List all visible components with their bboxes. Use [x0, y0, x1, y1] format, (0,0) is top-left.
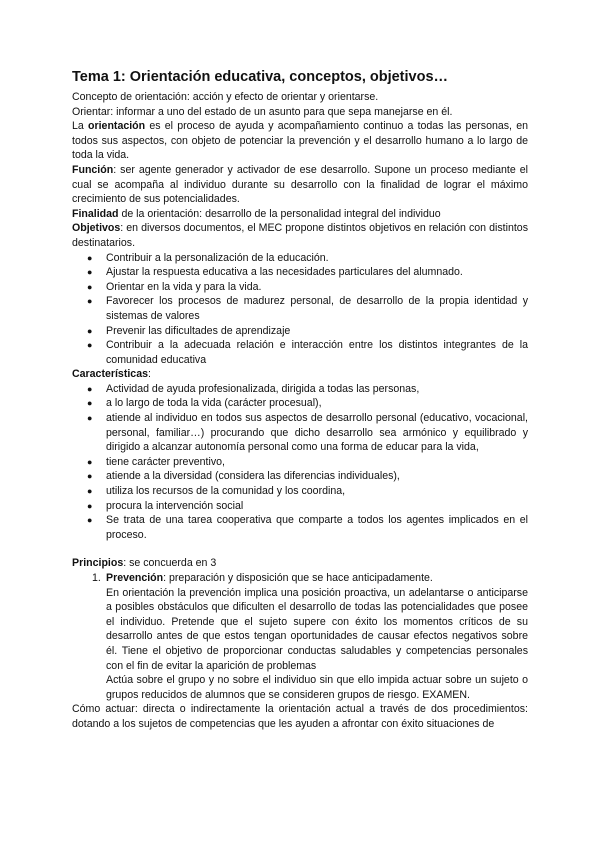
caracteristicas-heading: Características: — [72, 368, 151, 381]
bullet-icon: ● — [87, 413, 93, 424]
caracteristicas-list — [72, 382, 528, 543]
list-item: 1. Prevención: preparación y disposición que se hace anticipadamente. — [92, 572, 433, 584]
principios-heading: Principios: se concuerda en 3 — [72, 557, 217, 570]
orientacion-text: es el proceso de ayuda y acompañamiento continuo a todas las personas, en todos sus aspectos, con objeto de potenciar la prevención y el desarrollo humano a lo largo de toda la vida. — [72, 120, 529, 162]
funcion-paragraph — [72, 163, 528, 207]
bullet-icon: ● — [87, 252, 93, 263]
bullet-icon: ● — [87, 486, 93, 497]
list-item: ● Se trata de una tarea cooperativa que comparte a todos los agentes implicados en el proceso. — [87, 514, 528, 541]
document-page — [72, 68, 528, 732]
orientacion-term: orientación — [88, 120, 146, 133]
spacer — [72, 542, 528, 556]
finalidad-text: de la orientación: desarrollo de la personalidad integral del individuo — [118, 207, 441, 220]
list-item: ● procura la intervención social — [87, 499, 244, 512]
bullet-icon: ● — [87, 296, 93, 307]
objetivos-term: Objetivos — [72, 222, 121, 235]
list-item: ● Favorecer los procesos de madurez personal, de desarrollo de la propia identidad y sistemas de valores — [87, 295, 528, 322]
funcion-text: : ser agente generador y activador de ese desarrollo. Supone un proceso mediante el cual se acompaña al individuo durante su desarrollo con la finalidad de lograr el máximo crecimiento de sus potencialidades. — [72, 163, 528, 206]
list-item: ● atiende a la diversidad (considera las diferencias individuales), — [87, 470, 400, 483]
bullet-icon: ● — [87, 325, 93, 336]
bullet-icon: ● — [87, 471, 93, 482]
page-title: Tema 1: Orientación educativa, conceptos, objetivos… — [72, 69, 449, 85]
list-item: ● Ajustar la respuesta educativa a las necesidades particulares del alumnado. — [87, 266, 463, 279]
como-actuar-paragraph: Cómo actuar: directa o indirectamente la orientación actual a través de dos procedimientos: dotando a los sujetos de competencias que les ayuden a afrontar con éxito situaciones de — [72, 703, 528, 730]
list-item: ● Orientar en la vida y para la vida. — [87, 280, 262, 293]
prevencion-term: Prevención — [106, 572, 164, 584]
list-item: ● tiene carácter preventivo, — [87, 455, 225, 468]
list-item: ● utiliza los recursos de la comunidad y los coordina, — [87, 485, 346, 498]
bullet-icon: ● — [87, 383, 93, 394]
funcion-term: Función — [72, 163, 114, 176]
finalidad-paragraph — [72, 207, 528, 222]
objetivos-paragraph — [72, 221, 528, 250]
list-number: 1. — [92, 572, 101, 584]
bullet-icon: ● — [87, 456, 93, 467]
list-item: ● Contribuir a la adecuada relación e interacción entre los distintos integrantes de la comunidad educativa — [87, 339, 528, 366]
prevencion-paragraph-2: Actúa sobre el grupo y no sobre el individuo sin que ello impida actuar sobre un sujeto o grupos reducidos de alumnos que se consideren grupos de riesgo. EXAMEN. — [106, 674, 528, 701]
concepto-paragraph: Concepto de orientación: acción y efecto de orientar y orientarse. — [72, 91, 379, 103]
principios-list — [72, 571, 528, 586]
orientacion-pre: La — [72, 120, 89, 133]
list-item: ● Actividad de ayuda profesionalizada, dirigida a todas las personas, — [87, 382, 420, 395]
bullet-icon: ● — [87, 340, 93, 351]
orientar-paragraph: Orientar: informar a uno del estado de un asunto para que sepa manejarse en él. — [72, 105, 453, 118]
list-item: ● a lo largo de toda la vida (carácter procesual), — [87, 397, 322, 410]
objetivos-list — [72, 251, 528, 368]
principios-term: Principios — [72, 557, 124, 570]
list-item: ● Prevenir las dificultades de aprendizaje — [87, 324, 291, 337]
list-item: ● atiende al individuo en todos sus aspectos de desarrollo personal (educativo, vocacional, personal, familiar…) procurando que dicho desarrollo sea armónico y equilibrado y dirigido a alcanzar autonomía personal como una forma de educar para la vida, — [87, 412, 528, 454]
orientacion-paragraph — [72, 119, 528, 163]
bullet-icon: ● — [87, 281, 93, 292]
bullet-icon: ● — [87, 398, 93, 409]
list-item: ● Contribuir a la personalización de la educación. — [87, 251, 329, 264]
finalidad-term: Finalidad — [72, 207, 119, 220]
bullet-icon: ● — [87, 267, 93, 278]
caracteristicas-term: Características — [72, 368, 148, 381]
objetivos-text: : en diversos documentos, el MEC propone distintos objetivos en relación con distintos destinatarios. — [72, 222, 528, 249]
bullet-icon: ● — [87, 515, 93, 526]
prevencion-paragraph-1: En orientación la prevención implica una posición proactiva, un adelantarse o anticiparse a posibles obstáculos que dificulten el desarrollo de todas las potencialidades que posee el individuo. Pretende que el sujeto supere con éxito los momentos críticos de su desarrollo antes de que estos tengan oportunidades de causar efectos negativos sobre él. Tiene el objetivo de proporcionar conductas saludables y competencias personales con el fin de evitar la aparición de problemas — [106, 586, 528, 672]
bullet-icon: ● — [87, 500, 93, 511]
